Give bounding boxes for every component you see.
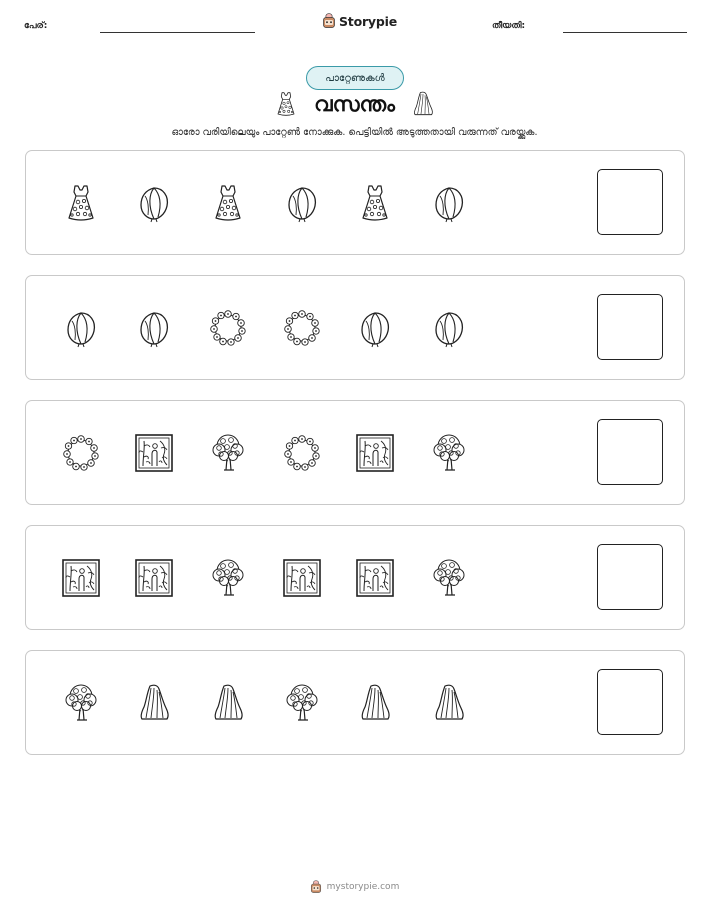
storypie-mascot-icon — [310, 880, 322, 894]
pattern-item — [132, 431, 176, 475]
scarf-icon — [428, 682, 470, 724]
pattern-row-5 — [25, 650, 685, 755]
garden-tile-icon — [354, 557, 396, 599]
wreath-icon — [60, 432, 102, 474]
tulip-icon — [133, 307, 175, 349]
pattern-item — [427, 556, 471, 600]
pattern-item — [427, 681, 471, 725]
pattern-item — [353, 181, 397, 225]
answer-box[interactable] — [597, 669, 663, 735]
pattern-row-4 — [25, 525, 685, 630]
wreath-icon — [281, 307, 323, 349]
pattern-item — [206, 181, 250, 225]
garden-tile-icon — [281, 557, 323, 599]
dress-icon — [60, 182, 102, 224]
answer-box[interactable] — [597, 544, 663, 610]
pattern-item — [353, 681, 397, 725]
date-line[interactable] — [563, 32, 687, 33]
brand-name: Storypie — [339, 13, 397, 29]
pattern-item — [59, 556, 103, 600]
footer — [0, 880, 709, 894]
scarf-icon — [133, 682, 175, 724]
date-label: തീയതി: — [492, 21, 526, 31]
pattern-item — [132, 681, 176, 725]
pattern-item — [206, 556, 250, 600]
pattern-item — [59, 181, 103, 225]
tulip-icon — [281, 182, 323, 224]
tulip-icon — [428, 182, 470, 224]
pattern-item — [427, 306, 471, 350]
tulip-icon — [60, 307, 102, 349]
pattern-row-3 — [25, 400, 685, 505]
title-row — [0, 88, 709, 120]
dress-icon — [354, 182, 396, 224]
pattern-row-2 — [25, 275, 685, 380]
garden-tile-icon — [354, 432, 396, 474]
category-pill: പാറ്റേണുകൾ — [306, 66, 404, 90]
pattern-item — [132, 181, 176, 225]
dress-icon — [207, 182, 249, 224]
scarf-icon — [207, 682, 249, 724]
dress-icon — [272, 88, 300, 120]
pattern-item — [280, 306, 324, 350]
pattern-item — [206, 306, 250, 350]
pattern-item — [427, 181, 471, 225]
pattern-item — [206, 431, 250, 475]
storypie-mascot-icon — [322, 13, 336, 29]
answer-box[interactable] — [597, 419, 663, 485]
pattern-item — [280, 181, 324, 225]
wreath-icon — [281, 432, 323, 474]
pattern-row-1 — [25, 150, 685, 255]
instruction-text: ഓരോ വരിയിലെയും പാറ്റേൺ നോക്കുക. പെട്ടിയിൽ അടുത്തതായി വരുന്നത് വരയ്ക്കുക. — [171, 127, 538, 138]
garden-tile-icon — [133, 432, 175, 474]
tree-icon — [207, 557, 249, 599]
pattern-item — [59, 431, 103, 475]
pattern-item — [280, 681, 324, 725]
pattern-item — [59, 306, 103, 350]
page-title: വസന്തം — [314, 91, 395, 116]
tulip-icon — [428, 307, 470, 349]
pattern-item — [206, 681, 250, 725]
tree-icon — [281, 682, 323, 724]
pattern-item — [427, 431, 471, 475]
brand-logo — [322, 13, 397, 29]
footer-site-link[interactable]: mystorypie.com — [326, 882, 400, 892]
garden-tile-icon — [60, 557, 102, 599]
scarf-icon — [354, 682, 396, 724]
pattern-item — [353, 431, 397, 475]
tulip-icon — [354, 307, 396, 349]
wreath-icon — [207, 307, 249, 349]
pattern-item — [59, 681, 103, 725]
pattern-item — [353, 306, 397, 350]
tree-icon — [428, 557, 470, 599]
tree-icon — [207, 432, 249, 474]
name-line[interactable] — [100, 32, 255, 33]
tree-icon — [428, 432, 470, 474]
garden-tile-icon — [133, 557, 175, 599]
answer-box[interactable] — [597, 169, 663, 235]
scarf-icon — [409, 88, 437, 120]
tree-icon — [60, 682, 102, 724]
pattern-item — [280, 556, 324, 600]
pattern-item — [353, 556, 397, 600]
pattern-item — [132, 556, 176, 600]
pattern-item — [132, 306, 176, 350]
answer-box[interactable] — [597, 294, 663, 360]
pattern-item — [280, 431, 324, 475]
name-label: പേര്: — [24, 21, 48, 31]
tulip-icon — [133, 182, 175, 224]
